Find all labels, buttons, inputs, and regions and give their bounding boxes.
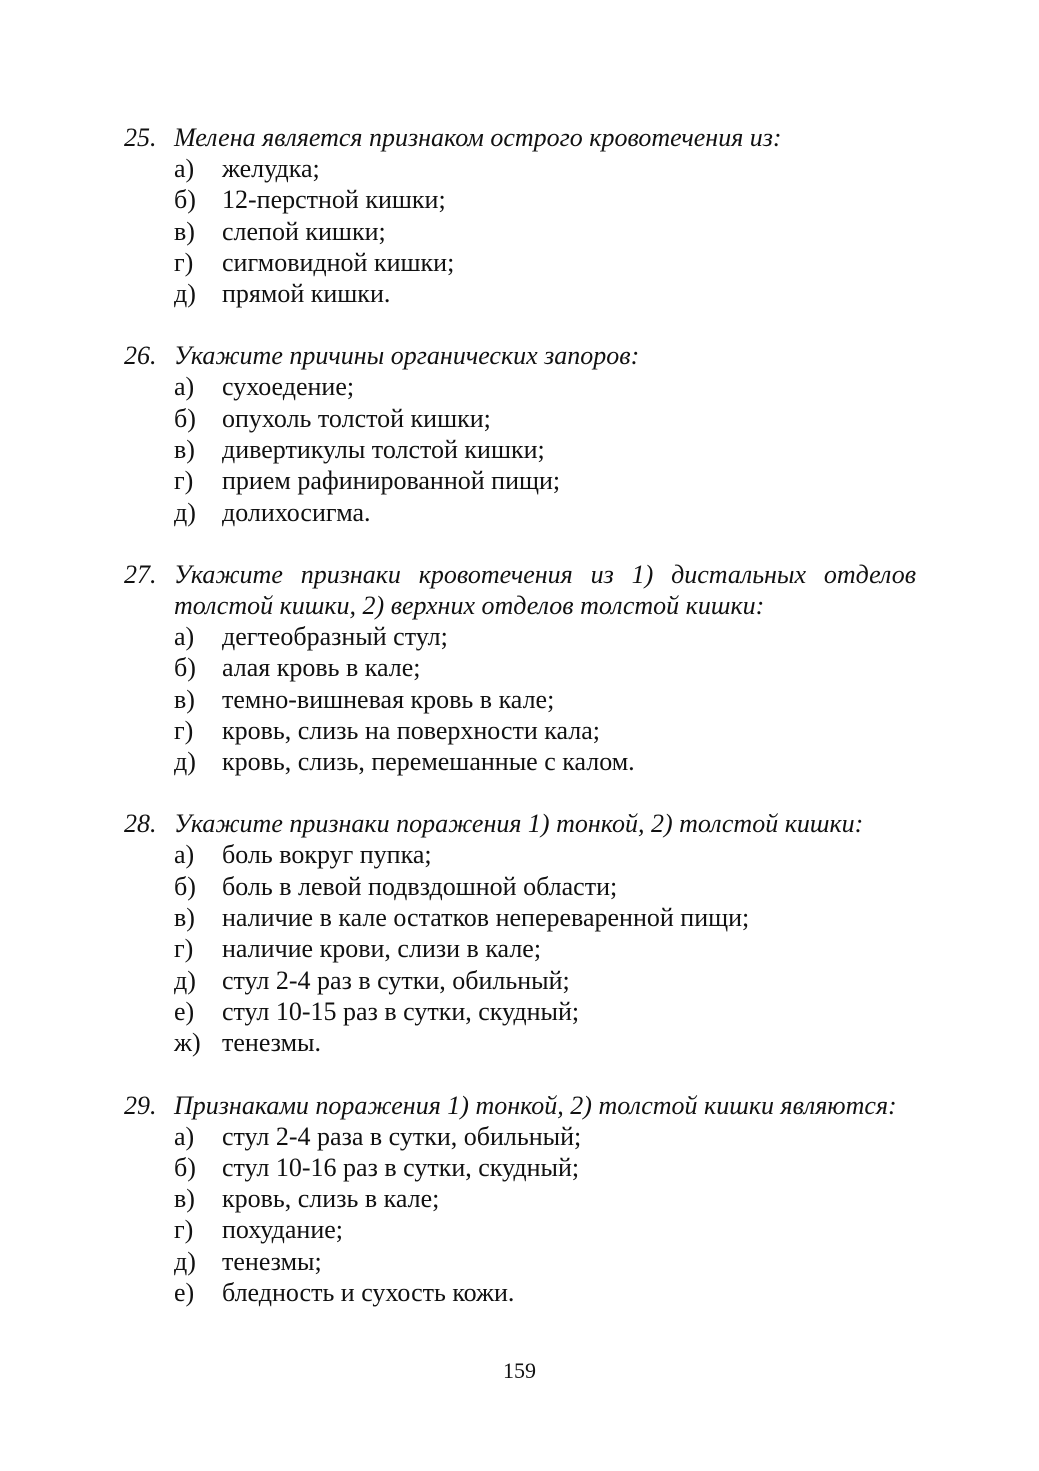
question-number: 29. (124, 1090, 157, 1120)
answer-option (174, 746, 916, 777)
answer-option (174, 684, 916, 715)
option-text: тенезмы; (222, 1246, 322, 1276)
option-letter: в) (174, 1184, 195, 1214)
option-text: дивертикулы толстой кишки; (222, 435, 545, 465)
option-text: стул 2-4 раз в сутки, обильный; (222, 965, 570, 995)
option-text: сухоедение; (222, 372, 355, 402)
question-3 (124, 559, 916, 777)
option-text: слепой кишки; (222, 216, 386, 246)
option-letter: е) (174, 996, 195, 1026)
answer-option (174, 216, 916, 247)
option-text: темно-вишневая кровь в кале; (222, 684, 555, 714)
option-text: бледность и сухость кожи. (222, 1278, 515, 1308)
option-letter: ж) (174, 1028, 201, 1058)
option-text: наличие в кале остатков непереваренной пищи; (222, 903, 750, 933)
answer-option (174, 965, 916, 996)
question-header (124, 808, 916, 839)
option-letter: е) (174, 1278, 195, 1308)
answer-options (124, 621, 916, 777)
option-letter: б) (174, 653, 196, 683)
question-2 (124, 340, 916, 527)
option-text: кровь, слизь, перемешанные с калом. (222, 747, 635, 777)
option-text: похудание; (222, 1215, 343, 1245)
option-letter: д) (174, 279, 196, 309)
option-letter: д) (174, 747, 196, 777)
question-5 (124, 1090, 916, 1309)
answer-option (174, 652, 916, 683)
question-list (124, 122, 916, 1339)
answer-option (174, 1183, 916, 1214)
option-letter: г) (174, 715, 194, 745)
answer-option (174, 403, 916, 434)
answer-option (174, 465, 916, 496)
question-header (124, 340, 916, 371)
question-number: 28. (124, 809, 157, 839)
option-letter: д) (174, 965, 196, 995)
question-number: 27. (124, 559, 157, 589)
answer-option (174, 902, 916, 933)
question-header (124, 122, 916, 153)
option-letter: в) (174, 435, 195, 465)
option-letter: б) (174, 1152, 196, 1182)
answer-option (174, 278, 916, 309)
option-letter: а) (174, 621, 195, 651)
option-letter: б) (174, 185, 196, 215)
option-letter: д) (174, 1246, 196, 1276)
answer-option (174, 1277, 916, 1308)
option-letter: г) (174, 247, 194, 277)
answer-option (174, 1214, 916, 1245)
option-text: тенезмы. (222, 1028, 321, 1058)
question-text: Укажите признаки кровотечения из 1) дистальных отделов толстой кишки, 2) верхних отделов толстой кишки: (174, 559, 916, 620)
answer-option (174, 153, 916, 184)
question-text: Укажите причины органических запоров: (174, 341, 640, 371)
option-letter: а) (174, 1121, 195, 1151)
option-text: дегтеобразный стул; (222, 621, 448, 651)
answer-option (174, 621, 916, 652)
option-text: кровь, слизь в кале; (222, 1184, 440, 1214)
option-text: боль в левой подвздошной области; (222, 871, 618, 901)
answer-option (174, 371, 916, 402)
answer-options (124, 1121, 916, 1309)
option-text: стул 10-16 раз в сутки, скудный; (222, 1152, 580, 1182)
question-text: Укажите признаки поражения 1) тонкой, 2) толстой кишки: (174, 809, 864, 839)
option-letter: г) (174, 1215, 194, 1245)
option-text: боль вокруг пупка; (222, 840, 432, 870)
answer-option (174, 996, 916, 1027)
page-number: 159 (503, 1358, 536, 1383)
answer-option (174, 715, 916, 746)
answer-option (174, 933, 916, 964)
option-letter: б) (174, 871, 196, 901)
answer-option (174, 497, 916, 528)
question-header (124, 559, 916, 621)
option-letter: д) (174, 497, 196, 527)
answer-option (174, 1027, 916, 1058)
answer-options (124, 371, 916, 527)
answer-option (174, 434, 916, 465)
answer-option (174, 1121, 916, 1152)
question-number: 25. (124, 123, 157, 152)
question-header (124, 1090, 916, 1121)
option-text: прямой кишки. (222, 279, 391, 309)
answer-option (174, 1152, 916, 1183)
question-1 (124, 122, 916, 309)
answer-options (124, 153, 916, 309)
option-text: опухоль толстой кишки; (222, 403, 491, 433)
question-number: 26. (124, 341, 157, 371)
option-letter: а) (174, 154, 195, 183)
option-letter: в) (174, 903, 195, 933)
question-text: Мелена является признаком острого кровотечения из: (174, 123, 782, 152)
option-letter: б) (174, 403, 196, 433)
answer-option (174, 184, 916, 215)
option-letter: в) (174, 684, 195, 714)
option-text: долихосигма. (222, 497, 371, 527)
option-text: прием рафинированной пищи; (222, 466, 561, 496)
option-letter: а) (174, 840, 195, 870)
answer-option (174, 247, 916, 278)
option-letter: г) (174, 466, 194, 496)
answer-options (124, 839, 916, 1058)
option-letter: г) (174, 934, 194, 964)
option-text: сигмовидной кишки; (222, 247, 455, 277)
option-text: алая кровь в кале; (222, 653, 421, 683)
question-text: Признаками поражения 1) тонкой, 2) толстой кишки являются: (174, 1090, 897, 1120)
option-letter: а) (174, 372, 195, 402)
option-text: 12-перстной кишки; (222, 185, 446, 215)
answer-option (174, 871, 916, 902)
answer-option (174, 1246, 916, 1277)
answer-option (174, 839, 916, 870)
option-text: стул 2-4 раза в сутки, обильный; (222, 1121, 582, 1151)
option-text: наличие крови, слизи в кале; (222, 934, 542, 964)
option-text: стул 10-15 раз в сутки, скудный; (222, 996, 580, 1026)
option-letter: в) (174, 216, 195, 246)
option-text: желудка; (222, 154, 320, 183)
option-text: кровь, слизь на поверхности кала; (222, 715, 600, 745)
question-4 (124, 808, 916, 1058)
